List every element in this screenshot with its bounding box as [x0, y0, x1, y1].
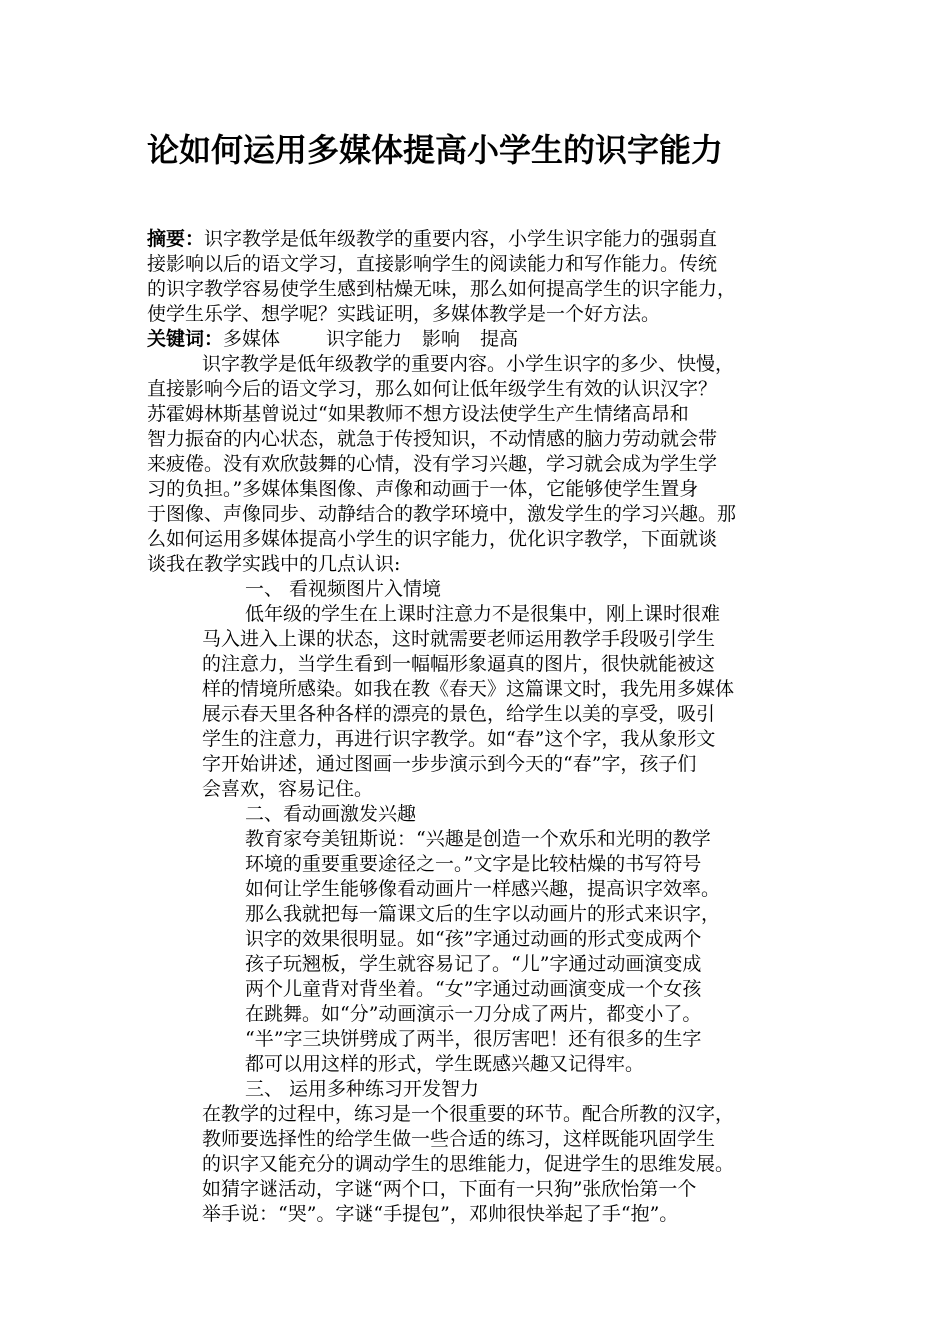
- keyword-item: 多媒体: [223, 328, 281, 350]
- intro-line: 么如何运用多媒体提高小学生的识字能力，优化识字教学，下面就谈: [147, 528, 718, 550]
- section-1-line: 展示春天里各种各样的漂亮的景色，给学生以美的享受，吸引: [202, 703, 716, 725]
- intro-line: 于图像、声像同步、动静结合的教学环境中，激发学生的学习兴趣。那: [147, 503, 737, 525]
- section-2-line: 识字的效果很明显。如“孩”字通过动画的形式变成两个: [245, 928, 702, 950]
- keyword-item: 提高: [480, 328, 519, 350]
- section-2-line: “半”字三块饼劈成了两半，很厉害吧！还有很多的生字: [245, 1028, 702, 1050]
- section-1-line: 学生的注意力，再进行识字教学。如“春”这个字，我从象形文: [202, 728, 716, 750]
- section-2-line: 两个儿童背对背坐着。“女”字通过动画演变成一个女孩: [245, 978, 702, 1000]
- abstract-line-2: 接影响以后的语文学习，直接影响学生的阅读能力和写作能力。传统: [147, 253, 718, 275]
- section-1-line: 字开始讲述，通过图画一步步演示到今天的“春”字，孩子们: [202, 753, 697, 775]
- section-1-line: 低年级的学生在上课时注意力不是很集中，刚上课时很难: [245, 603, 721, 625]
- section-3-line: 教师要选择性的给学生做一些合适的练习，这样既能巩固学生: [202, 1128, 716, 1150]
- intro-line: 苏霍姆林斯基曾说过“如果教师不想方设法使学生产生情绪高昂和: [147, 403, 689, 425]
- intro-line: 直接影响今后的语文学习，那么如何让低年级学生有效的认识汉字？: [147, 378, 718, 400]
- section-1-line: 会喜欢，容易记住。: [202, 778, 374, 800]
- section-2-line: 教育家夸美钮斯说：“兴趣是创造一个欢乐和光明的教学: [245, 828, 711, 850]
- section-1-line: 样的情境所感染。如我在教《春天》这篇课文时，我先用多媒体: [202, 678, 735, 700]
- section-2-line: 环境的重要重要途径之一。”文字是比较枯燥的书写符号: [245, 853, 702, 875]
- section-2-heading: 二、看动画激发兴趣: [245, 803, 417, 825]
- section-2-line: 在跳舞。如“分”动画演示一刀分成了两片，都变小了。: [245, 1003, 702, 1025]
- intro-line: 习的负担。”多媒体集图像、声像和动画于一体，它能够使学生置身: [147, 478, 699, 500]
- section-1-line: 的注意力，当学生看到一幅幅形象逼真的图片，很快就能被这: [202, 653, 716, 675]
- keyword-item: 影响: [422, 328, 461, 350]
- abstract-label: 摘要：: [147, 228, 205, 250]
- abstract-line-3: 的识字教学容易使学生感到枯燥无味，那么如何提高学生的识字能力，: [147, 278, 737, 300]
- section-3-line: 的识字又能充分的调动学生的思维能力，促进学生的思维发展。: [202, 1153, 735, 1175]
- section-2-line: 如何让学生能够像看动画片一样感兴趣，提高识字效率。: [245, 878, 721, 900]
- abstract-text: 识字教学是低年级教学的重要内容，小学生识字能力的强弱直: [204, 228, 718, 250]
- section-3-line: 在教学的过程中，练习是一个很重要的环节。配合所教的汉字，: [202, 1103, 735, 1125]
- intro-line: 来疲倦。没有欢欣鼓舞的心情，没有学习兴趣，学习就会成为学生学: [147, 453, 718, 475]
- abstract-line-4: 使学生乐学、想学呢？实践证明，多媒体教学是一个好方法。: [147, 303, 661, 325]
- section-2-line: 都可以用这样的形式，学生既感兴趣又记得牢。: [245, 1053, 645, 1075]
- section-1-heading: 一、 看视频图片入情境: [245, 578, 442, 600]
- intro-line: 识字教学是低年级教学的重要内容。小学生识字的多少、快慢，: [202, 353, 735, 375]
- intro-line: 谈我在教学实践中的几点认识:: [147, 553, 401, 575]
- keyword-item: 识字能力: [326, 328, 403, 350]
- document-title: 论如何运用多媒体提高小学生的识字能力: [147, 131, 724, 169]
- section-1-line: 马入进入上课的状态，这时就需要老师运用教学手段吸引学生: [202, 628, 716, 650]
- section-3-heading: 三、 运用多种练习开发智力: [245, 1078, 480, 1100]
- abstract-line-1: [147, 227, 717, 252]
- section-3-line: 举手说：“哭”。字谜“手提包”，邓帅很快举起了手“抱”。: [202, 1203, 679, 1225]
- intro-line: 智力振奋的内心状态，就急于传授知识，不动情感的脑力劳动就会带: [147, 428, 718, 450]
- section-2-line: 那么我就把每一篇课文后的生字以动画片的形式来识字，: [245, 903, 721, 925]
- keywords-label: 关键词：: [147, 328, 224, 350]
- section-3-line: 如猜字谜活动，字谜“两个口，下面有一只狗”张欣怡第一个: [202, 1178, 697, 1200]
- section-2-line: 孩子玩翘板，学生就容易记了。“儿”字通过动画演变成: [245, 953, 702, 975]
- keywords-line: [147, 327, 518, 352]
